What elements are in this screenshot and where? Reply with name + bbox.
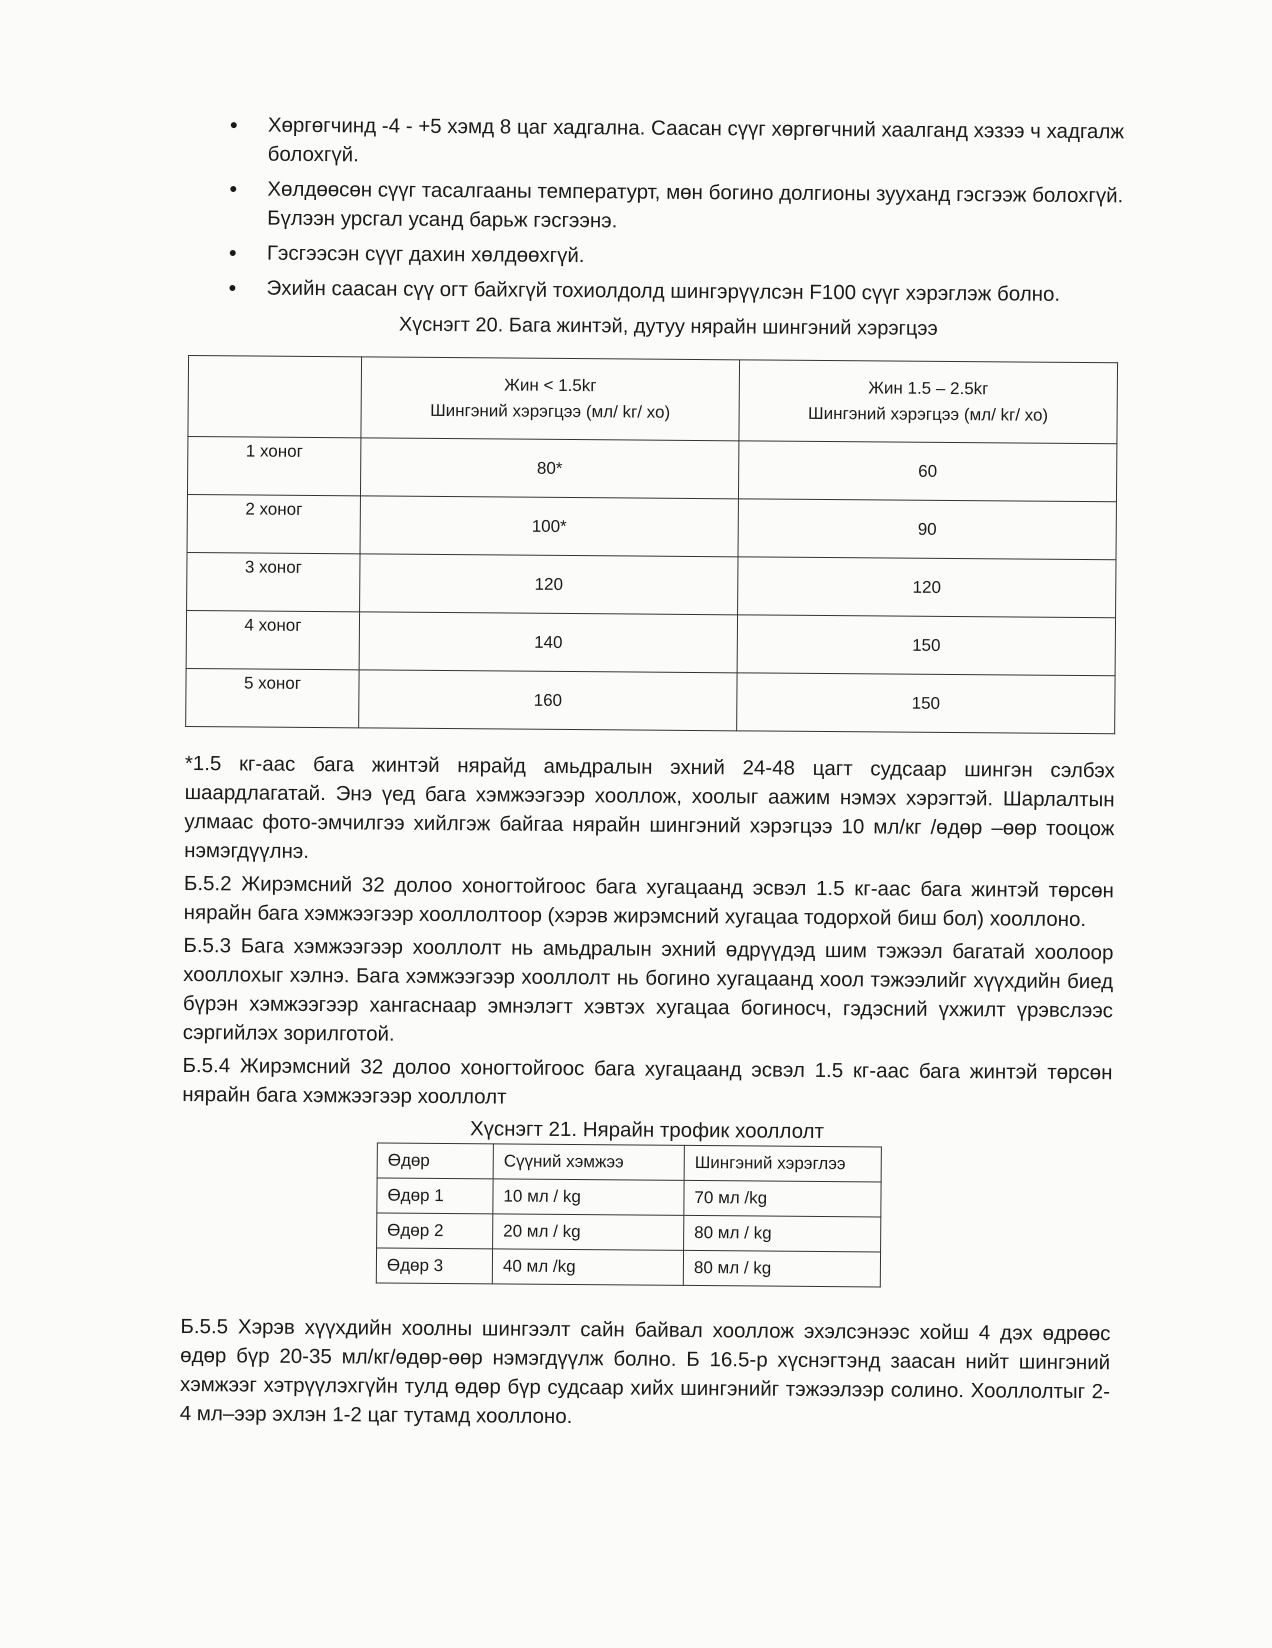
table-cell: 80 мл / kg — [684, 1215, 881, 1252]
bullet-icon: • — [229, 112, 238, 138]
table-cell: 70 мл /kg — [684, 1180, 881, 1217]
day-cell: 2 хоног — [187, 494, 360, 553]
bullet-text: Хөргөгчинд -4 - +5 хэмд 8 цаг хадгална. Саасан сүүг хөргөгчний хаалганд хэзээ ч хадгалж болохгүй. — [267, 113, 1125, 167]
section-b555: Б.5.5 Хэрэв хүүхдийн хоолны шингээлт сайн байвал хооллож эхэлсэнээс хойш 4 дэх өдрөөс өдөр бүр 20-35 мл/кг/өдөр-өөр нэмэгдүүлж болно. Б 16.5-р хүснэгтэнд заасан нийт шингэний хэмжээг хэтрүүлэхгүйн тулд өдөр бүр судсаар хийх шингэнийг тэжээлээр солино. Хооллолтыг 2-4 мл–ээр эхлэн 1-2 цаг тутамд хооллоно. — [179, 1314, 1111, 1429]
table20-caption: Хүснэгт 20. Бага жинтэй, дутуу нярайн шингэний хэрэгцээ — [398, 313, 938, 340]
value-cell: 150 — [737, 615, 1115, 676]
table-header-row — [377, 1143, 881, 1182]
page-content — [180, 110, 1150, 1435]
header-cell: Өдөр — [377, 1143, 493, 1179]
value-cell: 120 — [738, 557, 1116, 618]
weight-1-5-2-5-header — [739, 360, 1118, 444]
table-header-row — [188, 355, 1118, 443]
table-cell: 20 мл / kg — [493, 1214, 684, 1250]
day-cell: 4 хоног — [186, 610, 359, 669]
table-cell: Өдөр 2 — [377, 1213, 493, 1249]
header-unit-label: Шингэний хэрэгцээ (мл/ kг/ хо) — [808, 403, 1049, 425]
header-weight-label: Жин < 1.5kг — [504, 375, 597, 396]
value-cell: 90 — [738, 499, 1116, 560]
table-row — [186, 668, 1115, 733]
bullet-text: Гэсгээсэн сүүг дахин хөлдөөхгүй. — [266, 241, 585, 268]
bullet-text: Хөлдөөсөн сүүг тасалгааны температурт, мөн богино долгионы зууханд гэсгээж болохгүй. Бүлээн урсгал усанд барьж гэсгээнэ. — [267, 177, 1124, 233]
table-cell: Өдөр 1 — [377, 1178, 493, 1214]
table-cell: 10 мл / kg — [493, 1179, 684, 1215]
day-cell: 5 хоног — [186, 668, 359, 727]
table-row — [186, 610, 1115, 675]
header-weight-label: Жин 1.5 – 2.5kг — [868, 378, 989, 399]
bullet-item — [228, 273, 1148, 309]
header-cell: Шингэний хэрэглээ — [684, 1145, 881, 1182]
value-cell: 80* — [360, 438, 738, 499]
value-cell: 160 — [359, 670, 737, 731]
table-corner-cell — [188, 355, 362, 437]
bullet-item — [229, 174, 1149, 239]
value-cell: 100* — [360, 496, 738, 557]
header-unit-label: Шингэний хэрэгцээ (мл/ kг/ хо) — [430, 400, 671, 422]
weight-under-1-5-header — [361, 357, 740, 441]
footnote-paragraph: *1.5 кг-аас бага жинтэй нярайд амьдралын эхний 24-48 цагт судсаар шингэн сэлбэх шаардлагатай. Энэ үед бага хэмжээгээр хооллож, хоолыг аажим нэмэх хэрэгтэй. Шарлалтын улмаас фото-эмчилгээ хийлгэж байгаа нярайн шингэний хэрэгцээ 10 мл/кг /өдөр –өөр тооцож нэмэгдүүлнэ. — [184, 751, 1115, 863]
value-cell: 120 — [360, 554, 738, 615]
bullet-item — [230, 110, 1150, 175]
section-b553: Б.5.3 Бага хэмжээгээр хооллолт нь амьдралын эхний өдрүүдэд шим тэжээл багатай хоолоор хооллохыг хэлнэ. Бага хэмжээгээр хооллолт нь богино хугацаанд хоол тэжээлийг хүүхдийн биед бүрэн хэмжээгээр хангаснаар эмнэлэгт хэвтэх хугацаа богиносч, гэдэсний үхжилт үрэвслээс сэргийлэх зорилготой. — [182, 933, 1114, 1046]
trophic-feeding-table — [376, 1142, 882, 1287]
table-row — [377, 1213, 881, 1252]
table-cell: 80 мл / kg — [683, 1250, 880, 1287]
bullet-icon: • — [228, 275, 237, 301]
value-cell: 150 — [737, 673, 1115, 734]
day-cell: 1 хоног — [187, 436, 360, 495]
section-b554: Б.5.4 Жирэмсний 32 долоо хоногтойгоос бага хугацаанд эсвэл 1.5 кг-аас бага жинтэй төрсөн нярайн бага хэмжээгээр хооллолт — [182, 1053, 1113, 1109]
bullet-item — [229, 238, 1149, 274]
table-row — [377, 1178, 881, 1217]
value-cell: 140 — [359, 612, 737, 673]
bullet-text: Эхийн саасан сүү огт байхгүй тохиолдолд шингэрүүлсэн F100 сүүг хэрэглэж болно. — [266, 276, 1061, 306]
bullet-icon: • — [229, 176, 238, 202]
bullet-icon: • — [228, 240, 237, 266]
table-cell: Өдөр 3 — [376, 1248, 492, 1284]
table-row — [376, 1248, 880, 1287]
storage-bullet-list — [228, 110, 1149, 309]
table21-caption: Хүснэгт 21. Нярайн трофик хооллолт — [469, 1117, 825, 1144]
table-cell: 40 мл /kg — [492, 1249, 683, 1285]
header-cell: Сүүний хэмжээ — [493, 1144, 684, 1180]
day-cell: 3 хоног — [187, 552, 360, 611]
table-row — [187, 494, 1116, 559]
table-row — [187, 436, 1116, 501]
value-cell: 60 — [738, 441, 1116, 502]
section-b552: Б.5.2 Жирэмсний 32 долоо хоногтойгоос бага хугацаанд эсвэл 1.5 кг-аас бага жинтэй төрсөн нярайн бага хэмжээгээр хооллолтоор (хэрэв жирэмсний хугацаа тодорхой биш бол) хооллоно. — [183, 871, 1114, 932]
table-row — [187, 552, 1116, 617]
fluid-requirement-table — [185, 355, 1118, 734]
